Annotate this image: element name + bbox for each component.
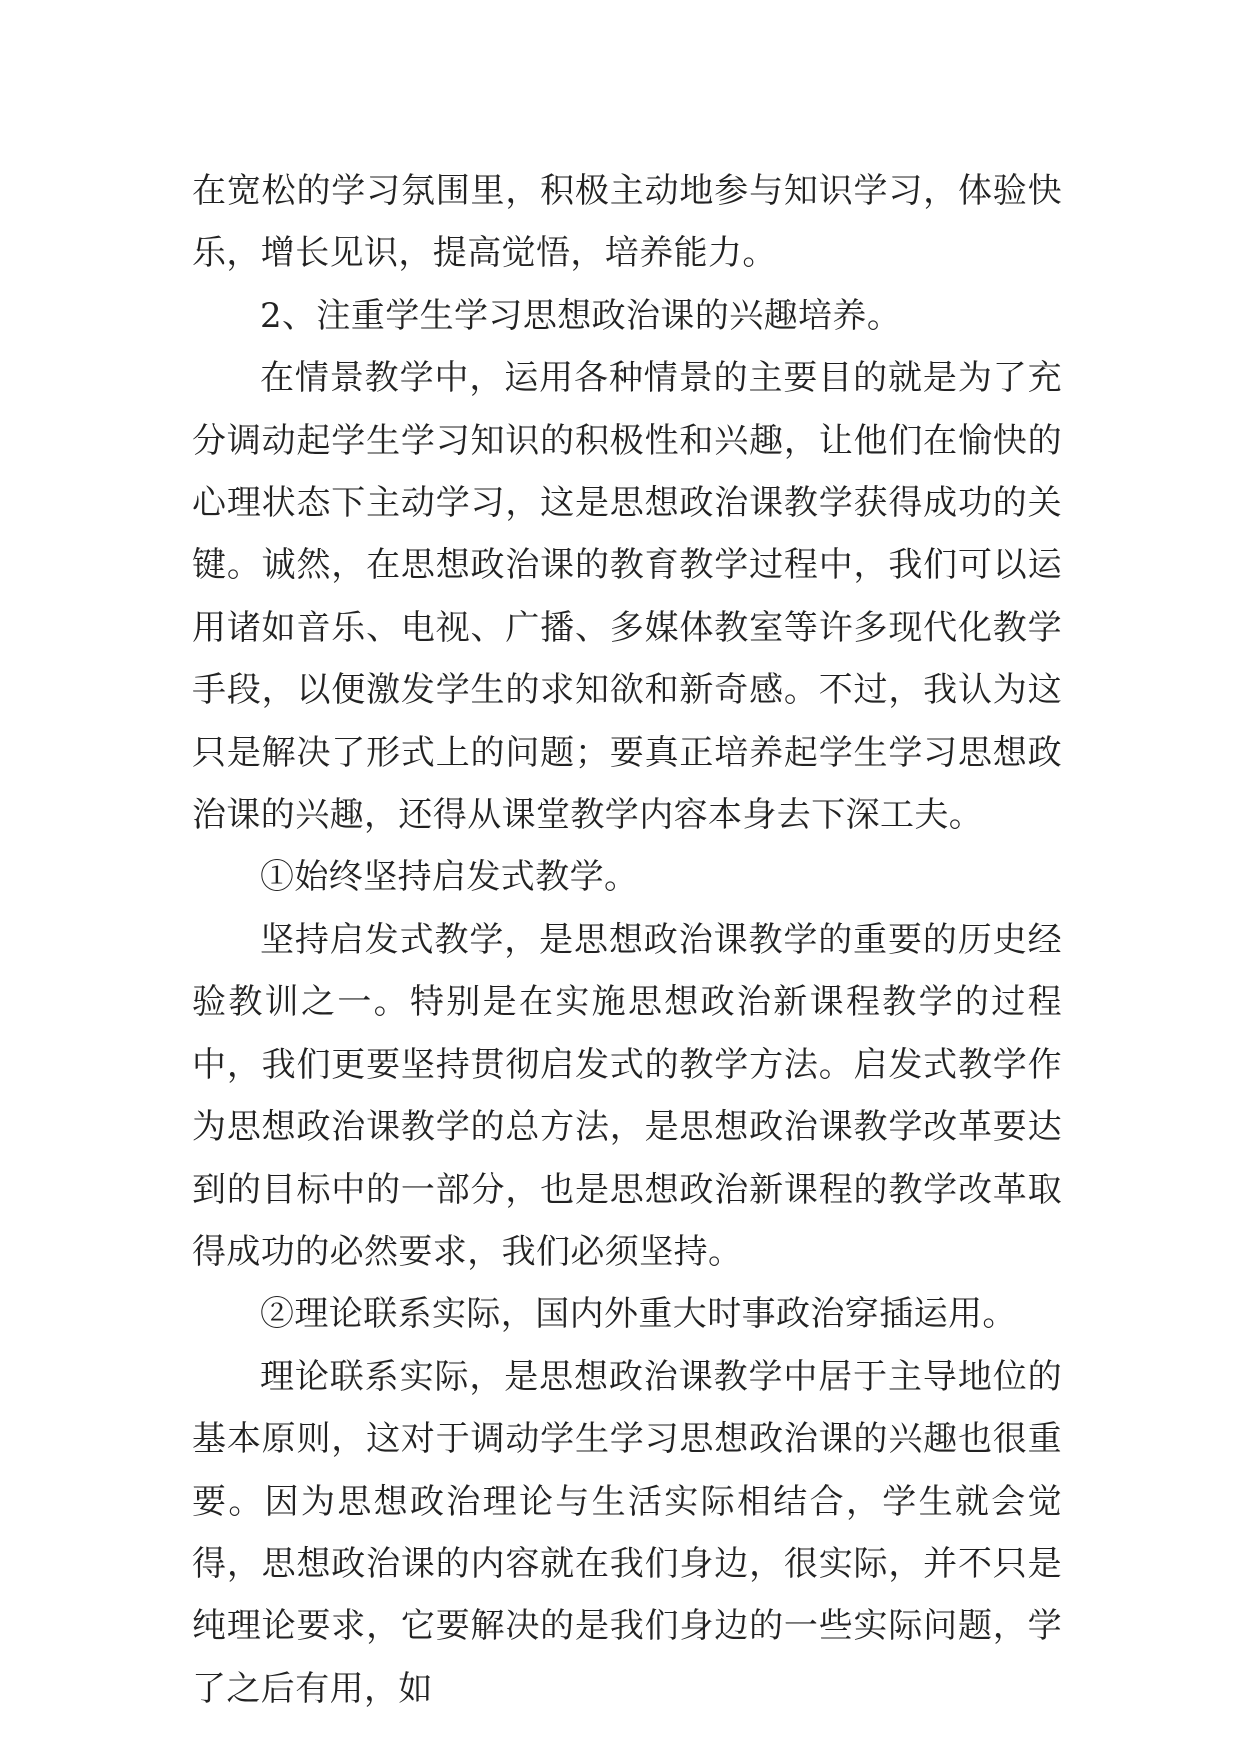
- paragraph-7: 理论联系实际，是思想政治课教学中居于主导地位的基本原则，这对于调动学生学习思想政治课的兴趣也很重要。因为思想政治理论与生活实际相结合，学生就会觉得，思想政治课的内容就在我们身边，很实际，并不只是纯理论要求，它要解决的是我们身边的一些实际问题，学了之后有用，如: [192, 1356, 1062, 1709]
- paragraph-3: 在情景教学中，运用各种情景的主要目的就是为了充分调动起学生学习知识的积极性和兴趣，让他们在愉快的心理状态下主动学习，这是思想政治课教学获得成功的关键。诚然，在思想政治课的教育教学过程中，我们可以运用诸如音乐、电视、广播、多媒体教室等许多现代化教学手段，以便激发学生的求知欲和新奇感。不过，我认为这只是解决了形式上的问题；要真正培养起学生学习思想政治课的兴趣，还得从课堂教学内容本身去下深工夫。: [192, 358, 1062, 836]
- section-heading-interest: 2、注重学生学习思想政治课的兴趣培养。: [260, 295, 902, 336]
- paragraph-5: 坚持启发式教学，是思想政治课教学的重要的历史经验教训之一。特别是在实施思想政治新课程教学的过程中，我们更要坚持贯彻启发式的教学方法。启发式教学作为思想政治课教学的总方法，是思想政治课教学改革要达到的目标中的一部分，也是思想政治新课程的教学改革取得成功的必然要求，我们必须坚持。: [192, 919, 1062, 1272]
- subheading-heuristic-teaching: ①始终坚持启发式教学。: [260, 857, 639, 898]
- subheading-theory-practice: ②理论联系实际，国内外重大时事政治穿插运用。: [260, 1294, 1017, 1335]
- document-body: [192, 160, 1062, 1720]
- paragraph-1: 在宽松的学习氛围里，积极主动地参与知识学习，体验快乐，增长见识，提高觉悟，培养能力。: [192, 171, 1062, 274]
